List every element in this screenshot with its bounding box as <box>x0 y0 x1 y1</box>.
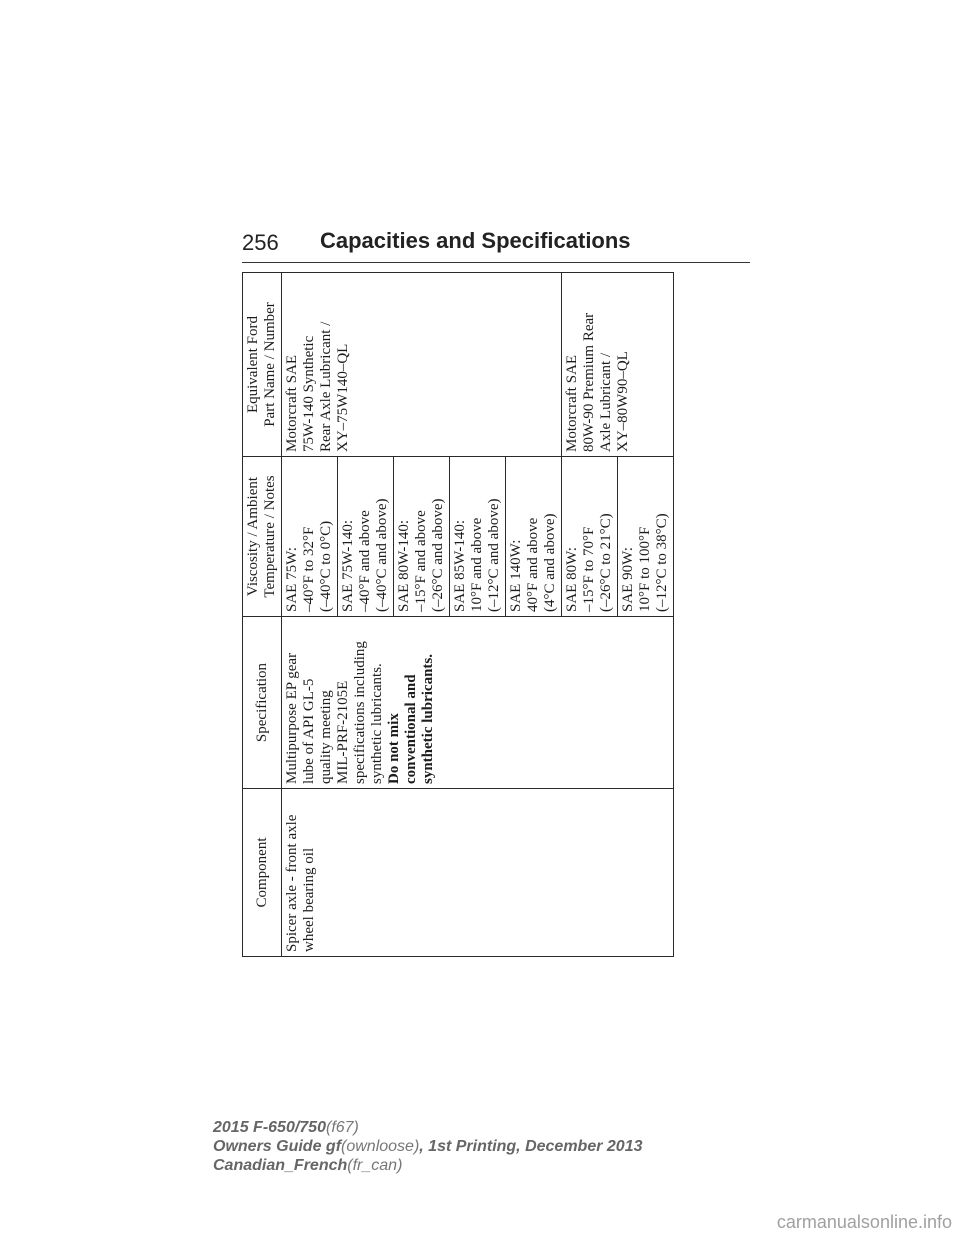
specification-cell: Multipurpose EP gear lube of API GL-5 quality meeting MIL-PRF-2105E specifications including synthetic lubricants. Do not mix conventional and synthetic lubricants. <box>282 617 674 789</box>
page-number: 256 <box>242 230 279 255</box>
footer-line-3: Canadian_French(fr_can) <box>213 1157 403 1174</box>
header-component: Component <box>243 789 282 957</box>
component-cell: Spicer axle - front axle wheel bearing oil <box>282 789 674 957</box>
viscosity-cell: SAE 90W: 10°F to 100°F (–12°C to 38°C) <box>618 457 674 617</box>
ford-part-cell: Motorcraft SAE 75W-140 Synthetic Rear Axle Lubricant / XY–75W140–QL <box>282 273 562 457</box>
viscosity-cell: SAE 75W: –40°F to 32°F (–40°C to 0°C) <box>282 457 338 617</box>
document-footer <box>213 1118 642 1175</box>
table-header-row <box>243 273 282 957</box>
viscosity-cell: SAE 75W-140: –40°F and above (–40°C and above) <box>338 457 394 617</box>
footer-line-2: Owners Guide gf(ownloose), 1st Printing, December 2013 <box>213 1138 643 1155</box>
header-ford-part: Equivalent Ford Part Name / Number <box>243 273 282 457</box>
header-specification: Specification <box>243 617 282 789</box>
watermark: carmanualsonline.info <box>776 1212 952 1232</box>
viscosity-cell: SAE 80W-140: –15°F and above (–26°C and above) <box>394 457 450 617</box>
viscosity-cell: SAE 85W-140: 10°F and above (–12°C and above) <box>450 457 506 617</box>
viscosity-cell: SAE 80W: –15°F to 70°F (–26°C to 21°C) <box>562 457 618 617</box>
specification-table-rotated <box>242 273 670 957</box>
viscosity-cell: SAE 140W: 40°F and above (4°C and above) <box>506 457 562 617</box>
table-row <box>282 273 338 957</box>
page-header <box>242 226 750 263</box>
specification-table <box>242 272 674 957</box>
ford-part-cell: Motorcraft SAE 80W-90 Premium Rear Axle Lubricant / XY–80W90–QL <box>562 273 674 457</box>
footer-line-1: 2015 F-650/750(f67) <box>213 1119 359 1136</box>
section-title: Capacities and Specifications <box>320 228 631 253</box>
header-viscosity: Viscosity / Ambient Temperature / Notes <box>243 457 282 617</box>
mixing-warning: Do not mix conventional and synthetic lubricants. <box>386 653 436 784</box>
